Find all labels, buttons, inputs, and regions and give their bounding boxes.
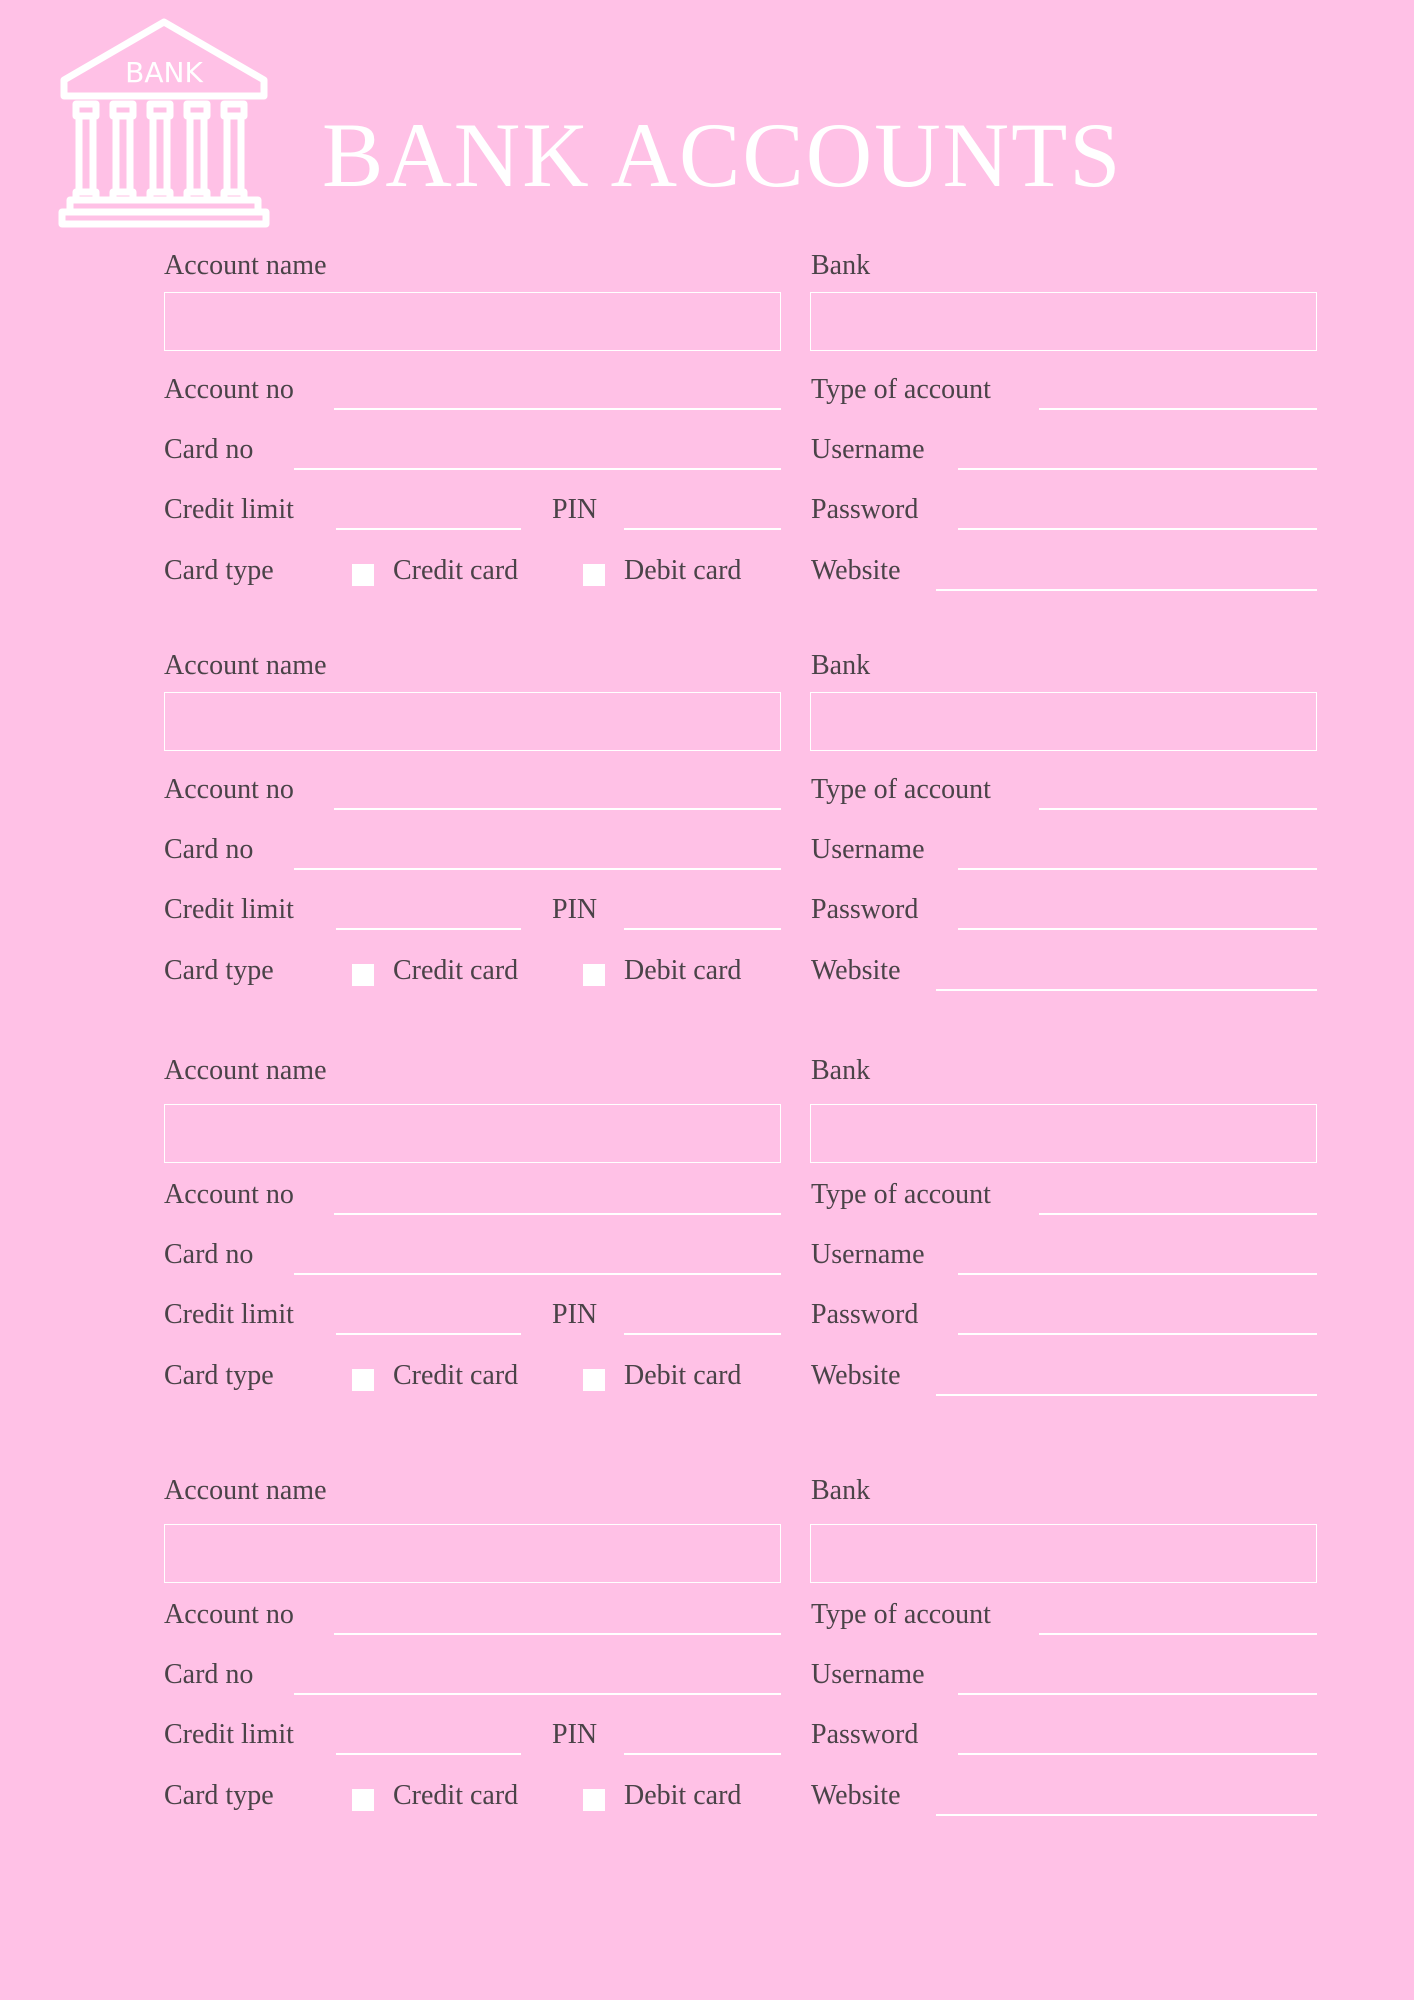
credit-card-label: Credit card — [393, 1360, 519, 1391]
username-field[interactable] — [958, 1273, 1317, 1275]
account-no-field[interactable] — [334, 408, 781, 410]
credit-limit-label: Credit limit — [164, 494, 294, 525]
password-field[interactable] — [958, 1753, 1317, 1755]
website-field[interactable] — [936, 989, 1317, 991]
pin-label: PIN — [552, 1719, 598, 1750]
account-name-label: Account name — [164, 650, 327, 681]
card-type-label: Card type — [164, 955, 274, 986]
account-no-label: Account no — [164, 1599, 294, 1630]
username-label: Username — [811, 434, 925, 465]
credit-limit-field[interactable] — [336, 1333, 521, 1335]
bank-field[interactable] — [810, 1104, 1317, 1163]
type-of-account-label: Type of account — [811, 774, 991, 805]
type-of-account-label: Type of account — [811, 1179, 991, 1210]
credit-limit-label: Credit limit — [164, 1299, 294, 1330]
password-field[interactable] — [958, 928, 1317, 930]
website-field[interactable] — [936, 589, 1317, 591]
password-label: Password — [811, 494, 919, 525]
pin-label: PIN — [552, 894, 598, 925]
bank-building-icon — [58, 18, 270, 230]
card-type-label: Card type — [164, 1780, 274, 1811]
card-no-field[interactable] — [294, 868, 781, 870]
username-field[interactable] — [958, 468, 1317, 470]
card-no-field[interactable] — [294, 468, 781, 470]
username-label: Username — [811, 834, 925, 865]
debit-card-label: Debit card — [624, 1360, 742, 1391]
debit-card-label: Debit card — [624, 555, 742, 586]
credit-card-label: Credit card — [393, 1780, 519, 1811]
pin-field[interactable] — [624, 1333, 781, 1335]
password-label: Password — [811, 894, 919, 925]
card-no-label: Card no — [164, 1659, 254, 1690]
type-of-account-field[interactable] — [1039, 808, 1317, 810]
pin-field[interactable] — [624, 528, 781, 530]
card-no-field[interactable] — [294, 1273, 781, 1275]
password-field[interactable] — [958, 528, 1317, 530]
credit-card-label: Credit card — [393, 955, 519, 986]
username-field[interactable] — [958, 868, 1317, 870]
debit-card-checkbox[interactable] — [583, 1789, 605, 1811]
credit-limit-field[interactable] — [336, 1753, 521, 1755]
pin-field[interactable] — [624, 928, 781, 930]
pin-label: PIN — [552, 494, 598, 525]
password-label: Password — [811, 1719, 919, 1750]
account-name-label: Account name — [164, 250, 327, 281]
pin-field[interactable] — [624, 1753, 781, 1755]
card-no-field[interactable] — [294, 1693, 781, 1695]
bank-label: Bank — [811, 1475, 871, 1506]
bank-label: Bank — [811, 650, 871, 681]
credit-limit-label: Credit limit — [164, 894, 294, 925]
card-no-label: Card no — [164, 834, 254, 865]
account-no-label: Account no — [164, 374, 294, 405]
account-section-4 — [0, 1474, 1414, 1834]
account-no-label: Account no — [164, 774, 294, 805]
website-label: Website — [811, 955, 901, 986]
logo-text: BANK — [125, 56, 203, 89]
password-label: Password — [811, 1299, 919, 1330]
bank-field[interactable] — [810, 292, 1317, 351]
website-field[interactable] — [936, 1814, 1317, 1816]
account-section-1 — [0, 249, 1414, 609]
credit-card-checkbox[interactable] — [352, 1789, 374, 1811]
type-of-account-field[interactable] — [1039, 408, 1317, 410]
card-type-label: Card type — [164, 555, 274, 586]
debit-card-label: Debit card — [624, 1780, 742, 1811]
password-field[interactable] — [958, 1333, 1317, 1335]
card-no-label: Card no — [164, 434, 254, 465]
website-field[interactable] — [936, 1394, 1317, 1396]
account-name-label: Account name — [164, 1055, 327, 1086]
account-section-3 — [0, 1054, 1414, 1414]
account-name-field[interactable] — [164, 692, 781, 751]
username-field[interactable] — [958, 1693, 1317, 1695]
account-section-2 — [0, 649, 1414, 1009]
website-label: Website — [811, 1780, 901, 1811]
account-name-field[interactable] — [164, 1524, 781, 1583]
debit-card-label: Debit card — [624, 955, 742, 986]
bank-field[interactable] — [810, 1524, 1317, 1583]
card-no-label: Card no — [164, 1239, 254, 1270]
debit-card-checkbox[interactable] — [583, 1369, 605, 1391]
type-of-account-field[interactable] — [1039, 1213, 1317, 1215]
account-name-label: Account name — [164, 1475, 327, 1506]
username-label: Username — [811, 1659, 925, 1690]
pin-label: PIN — [552, 1299, 598, 1330]
bank-label: Bank — [811, 1055, 871, 1086]
bank-field[interactable] — [810, 692, 1317, 751]
type-of-account-label: Type of account — [811, 1599, 991, 1630]
bank-label: Bank — [811, 250, 871, 281]
credit-limit-field[interactable] — [336, 528, 521, 530]
account-no-field[interactable] — [334, 1633, 781, 1635]
credit-card-label: Credit card — [393, 555, 519, 586]
account-no-field[interactable] — [334, 808, 781, 810]
account-name-field[interactable] — [164, 292, 781, 351]
account-name-field[interactable] — [164, 1104, 781, 1163]
page-title: BANK ACCOUNTS — [322, 104, 1123, 206]
username-label: Username — [811, 1239, 925, 1270]
account-no-field[interactable] — [334, 1213, 781, 1215]
credit-card-checkbox[interactable] — [352, 1369, 374, 1391]
debit-card-checkbox[interactable] — [583, 964, 605, 986]
type-of-account-field[interactable] — [1039, 1633, 1317, 1635]
website-label: Website — [811, 1360, 901, 1391]
credit-limit-field[interactable] — [336, 928, 521, 930]
credit-limit-label: Credit limit — [164, 1719, 294, 1750]
account-no-label: Account no — [164, 1179, 294, 1210]
card-type-label: Card type — [164, 1360, 274, 1391]
debit-card-checkbox[interactable] — [583, 564, 605, 586]
credit-card-checkbox[interactable] — [352, 564, 374, 586]
website-label: Website — [811, 555, 901, 586]
credit-card-checkbox[interactable] — [352, 964, 374, 986]
type-of-account-label: Type of account — [811, 374, 991, 405]
